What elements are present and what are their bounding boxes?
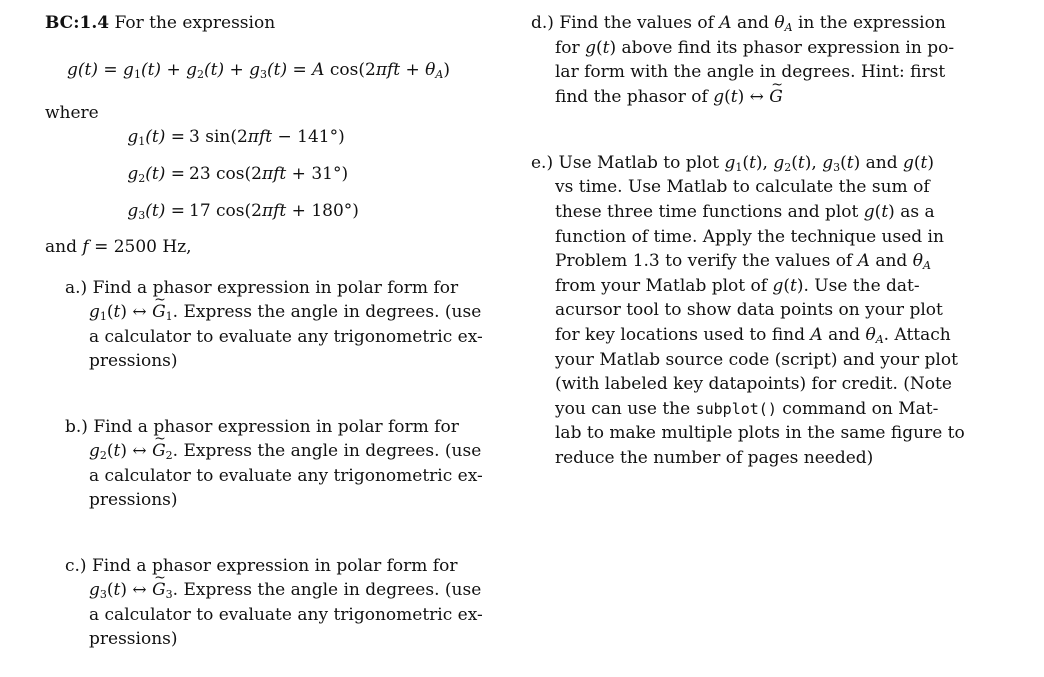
- main-equation: $g(t) = g_1(t) + g_2(t) + g_3(t) = A$ cos(2πft + θA): [67, 60, 450, 81]
- problem-heading: [45, 11, 275, 35]
- def-g3-rhs: 17 cos(2πft + 180°): [189, 201, 359, 221]
- part-e-label: e.): [531, 153, 554, 173]
- def-g1-lhs: $g_1(t)$ =: [127, 127, 185, 148]
- part-b-line4: pressions): [89, 490, 178, 510]
- part-b-label: b.): [65, 417, 88, 437]
- problem-intro: For the expression: [114, 13, 276, 33]
- def-g3-lhs: $g_3(t)$ =: [127, 201, 185, 222]
- where-label: where: [45, 103, 99, 123]
- part-a-label: a.): [65, 278, 88, 298]
- frequency-statement: and f = 2500 Hz,: [45, 237, 192, 257]
- part-c-label: c.): [65, 556, 87, 576]
- part-b-line3: a calculator to evaluate any trigonometric ex-: [89, 466, 483, 486]
- part-c-line1: Find a phasor expression in polar form for: [91, 556, 458, 576]
- part-b-line2: . Express the angle in degrees. (use: [172, 441, 482, 461]
- def-g2-rhs: 23 cos(2πft + 31°): [189, 164, 349, 184]
- subplot-code: subplot(): [695, 400, 777, 418]
- part-d-line3: lar form with the angle in degrees. Hint: first: [555, 62, 946, 82]
- part-c-line4: pressions): [89, 629, 178, 649]
- part-d-label: d.): [531, 13, 554, 33]
- part-c-line3: a calculator to evaluate any trigonometric ex-: [89, 605, 483, 625]
- def-g2-lhs: $g_2(t)$ =: [127, 164, 185, 185]
- problem-label: BC:1.4: [45, 13, 110, 33]
- part-a-line2: . Express the angle in degrees. (use: [172, 302, 482, 322]
- part-c-line2: . Express the angle in degrees. (use: [172, 580, 482, 600]
- part-a-line1: Find a phasor expression in polar form for: [92, 278, 459, 298]
- part-a-line3: a calculator to evaluate any trigonometric ex-: [89, 327, 483, 347]
- def-g1-rhs: 3 sin(2πft − 141°): [189, 127, 345, 147]
- part-b-line1: Find a phasor expression in polar form for: [93, 417, 459, 437]
- part-a-line4: pressions): [89, 351, 178, 371]
